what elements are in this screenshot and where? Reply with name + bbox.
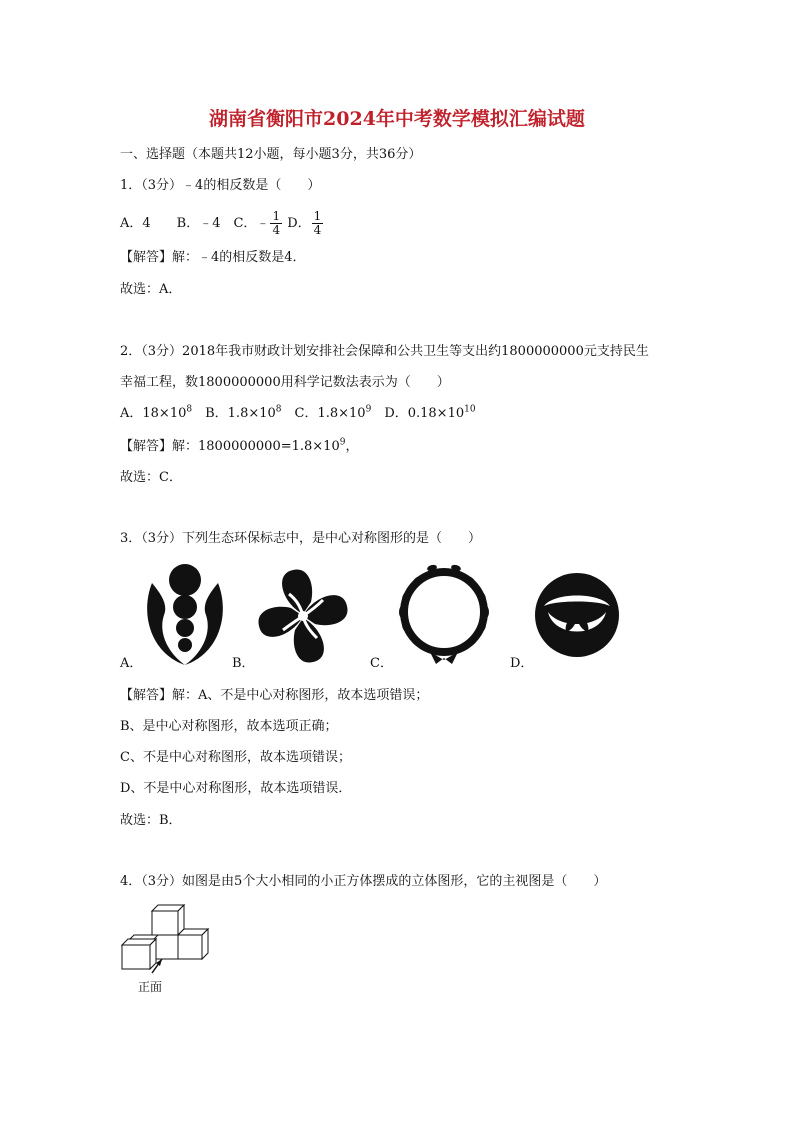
front-view-label: 正面 [138,980,163,994]
q3-choice: 故选：B． [120,813,182,828]
q3-stem: 3．（3分）下列生态环保标志中，是中心对称图形的是（ ） [120,531,482,546]
q1-options [120,206,324,242]
q2-choice: 故选：C． [120,470,182,485]
eco-logo-b [253,564,353,668]
q2-answer: 【解答】解：$1800000000=1.8\times 10^9$， [120,437,359,454]
q3-label-b: B． [232,656,255,671]
q1-fraction-d: $\frac{1}{4}$ [313,209,322,237]
eco-logo-d [534,572,620,658]
eco-logo-a [140,563,230,669]
q1-option-text: A．4 B．﹣4 C．﹣ [120,216,270,231]
eco-logo-c [392,560,496,666]
q3-answer-1: 【解答】解：A、不是中心对称图形，故本选项错误； [120,688,429,703]
q3-answer-2: B、是中心对称图形，故本选项正确； [120,719,338,734]
section-heading: 一、选择题（本题共12小题，每小题3分，共36分） [120,147,422,162]
q1-answer: 【解答】解：﹣4的相反数是4． [120,250,306,265]
q1-stem: 1．（3分）﹣4的相反数是（ ） [120,178,321,193]
q3-label-a: A． [120,656,143,671]
q3-answer-3: C、不是中心对称图形，故本选项错误； [120,750,351,765]
cube-stack-figure [118,903,210,979]
q2-stem-line1: 2．（3分）2018年我市财政计划安排社会保障和公共卫生等支出约1800000000元支持民生 [120,344,649,359]
q3-label-d: D． [510,656,534,671]
page-title: 湖南省衡阳市2024年中考数学模拟汇编试题 [209,108,585,130]
q2-stem-line2: 幸福工程，数1800000000用科学记数法表示为（ ） [120,375,450,390]
q1-fraction-c: $\frac{1}{4}$ [272,209,281,237]
q2-options: A．$18\times 10^8$ B．$1.8\times 10^8$ C．$1.8\times 10^9$ D．$0.18\times 10^{10}$ [120,404,476,421]
q4-stem: 4．（3分）如图是由5个大小相同的小正方体摆成的立体图形，它的主视图是（ ） [120,874,607,889]
q1-option-d: D． [287,216,311,231]
q3-label-c: C． [370,656,393,671]
q1-choice: 故选：A． [120,282,182,297]
q3-answer-4: D、不是中心对称图形，故本选项错误． [120,781,352,796]
